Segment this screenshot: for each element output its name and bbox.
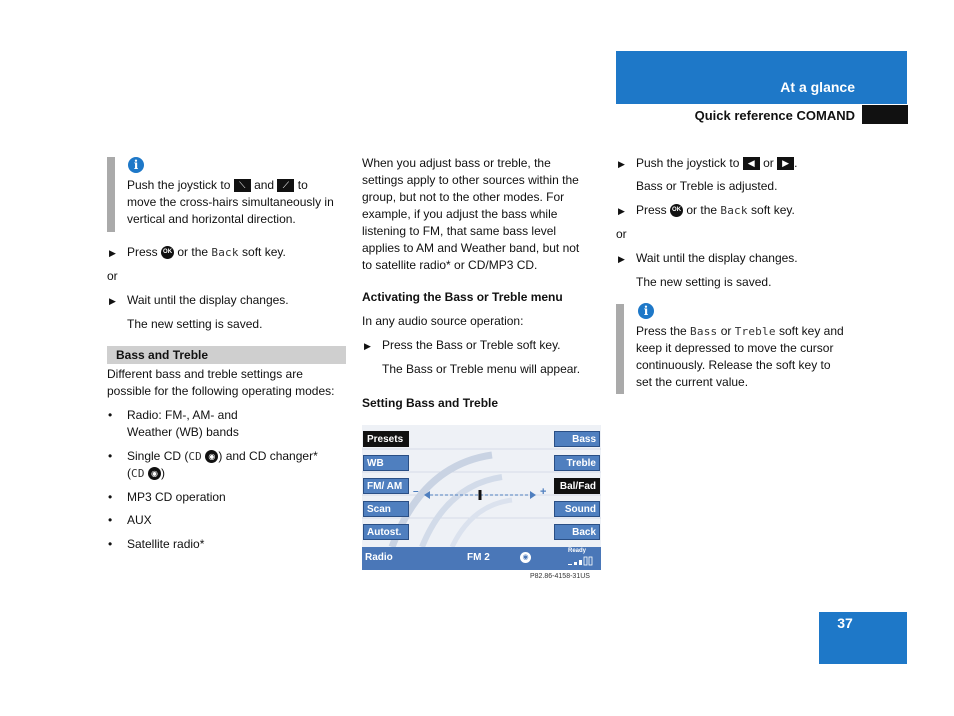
section-title: Bass and Treble [116, 348, 209, 362]
step-arrow-icon: ▶ [618, 206, 625, 216]
wb-button[interactable]: WB [363, 455, 409, 471]
step-result: The new setting is saved. [127, 317, 263, 331]
cd-changer-icon: ◉ [148, 467, 161, 480]
signal-strength-icon [568, 556, 598, 567]
step-wait: Wait until the display changes. [636, 251, 798, 265]
plus-label: + [540, 486, 547, 498]
bullet-icon: • [108, 408, 113, 422]
note-bar [616, 304, 624, 394]
step-arrow-icon: ▶ [109, 248, 116, 258]
right-arrow-icon: ▶ [777, 157, 794, 170]
chapter-title: At a glance [780, 79, 855, 95]
subtitle-marker [862, 105, 908, 124]
soft-key-label: Back [211, 246, 239, 259]
bass-button[interactable]: Bass [554, 431, 600, 447]
ok-button-icon: OK [161, 246, 174, 259]
scan-button[interactable]: Scan [363, 501, 409, 517]
slider-left-arrow-icon [424, 491, 430, 499]
step-press-bass: Press the Bass or Treble soft key. [382, 338, 561, 352]
note-line: vertical and horizontal direction. [127, 212, 296, 226]
note-bar [107, 157, 115, 232]
presets-button[interactable]: Presets [363, 431, 409, 447]
section-subtitle: Quick reference COMAND [694, 108, 855, 123]
figure-caption: P82.86-4158-31US [530, 573, 590, 580]
note-line: Push the joystick to ⟍ and ⟋ to [127, 178, 308, 192]
step-result: Bass or Treble is adjusted. [636, 179, 778, 193]
audio-source-text: In any audio source operation: [362, 314, 524, 328]
note-text [127, 177, 349, 228]
bullet-icon: • [108, 513, 113, 527]
header-accent-block [616, 51, 907, 104]
info-icon: i [128, 157, 144, 173]
cd-icon: ◉ [205, 450, 218, 463]
left-arrow-icon: ◀ [743, 157, 760, 170]
list-item: MP3 CD operation [127, 490, 226, 504]
step-push-joystick: Push the joystick to ◀ or ▶ . [636, 156, 798, 170]
note-text: Press the Bass or Treble soft key and keep it depressed to move the cursor continuously. Release the soft key to set the current value. [636, 324, 844, 389]
heading-setting: Setting Bass and Treble [362, 396, 499, 410]
step-press: Press OK or the Back soft key. [636, 203, 795, 217]
back-button[interactable]: Back [554, 524, 600, 540]
diagonal-arrow-icon: ⟍ [234, 179, 251, 192]
balance-slider[interactable] [422, 488, 538, 502]
step-arrow-icon: ▶ [364, 341, 371, 351]
status-ready: Ready [568, 548, 587, 554]
bullet-icon: • [108, 449, 113, 463]
step-result: The new setting is saved. [636, 275, 772, 289]
bullet-icon: • [108, 537, 113, 551]
status-bar [362, 547, 601, 570]
minus-label: – [413, 486, 419, 497]
slider-right-arrow-icon [530, 491, 536, 499]
heading-activating: Activating the Bass or Treble menu [362, 290, 563, 304]
ok-button-icon: OK [670, 204, 683, 217]
slider-thumb [479, 490, 482, 500]
soft-key-label: Back [720, 204, 748, 217]
cd-icon: ◉ [520, 552, 531, 563]
step-arrow-icon: ▶ [618, 254, 625, 264]
step-press: Press OK or the Back soft key. [127, 245, 286, 259]
diagonal-arrow-icon: ⟋ [277, 179, 294, 192]
list-item: Radio: FM-, AM- and Weather (WB) bands [127, 408, 239, 439]
intro-text: Different bass and treble settings are possible for the following operating modes: [107, 367, 335, 398]
list-item: Single CD (CD ◉ ) and CD changer* (CD ◉ ) [127, 449, 318, 480]
step-result: The Bass or Treble menu will appear. [382, 362, 581, 376]
autost-button[interactable]: Autost. [363, 524, 409, 540]
or-text: or [616, 227, 627, 241]
list-item: Satellite radio* [127, 537, 205, 551]
step-wait: Wait until the display changes. [127, 293, 289, 307]
treble-button[interactable]: Treble [554, 455, 600, 471]
note-line: move the cross-hairs simultaneously in [127, 195, 334, 209]
step-arrow-icon: ▶ [109, 296, 116, 306]
fm-am-button[interactable]: FM/ AM [363, 478, 409, 494]
list-item: AUX [127, 513, 152, 527]
comand-display [362, 425, 601, 570]
status-source: Radio [365, 552, 393, 563]
sound-button[interactable]: Sound [554, 501, 600, 517]
info-icon: i [638, 303, 654, 319]
status-station: FM 2 [467, 552, 490, 563]
or-text: or [107, 269, 118, 283]
step-arrow-icon: ▶ [618, 159, 625, 169]
bal-fad-button[interactable]: Bal/Fad [554, 478, 600, 494]
page-number: 37 [837, 615, 853, 631]
bass-treble-paragraph: When you adjust bass or treble, the settings apply to other sources within the group, but not to the other modes. For example, if you adjust the bass while listening to FM, that same bass level applies to AM and Weather band, but not to satellite radio* or CD/MP3 CD. [362, 156, 580, 272]
bullet-icon: • [108, 490, 113, 504]
